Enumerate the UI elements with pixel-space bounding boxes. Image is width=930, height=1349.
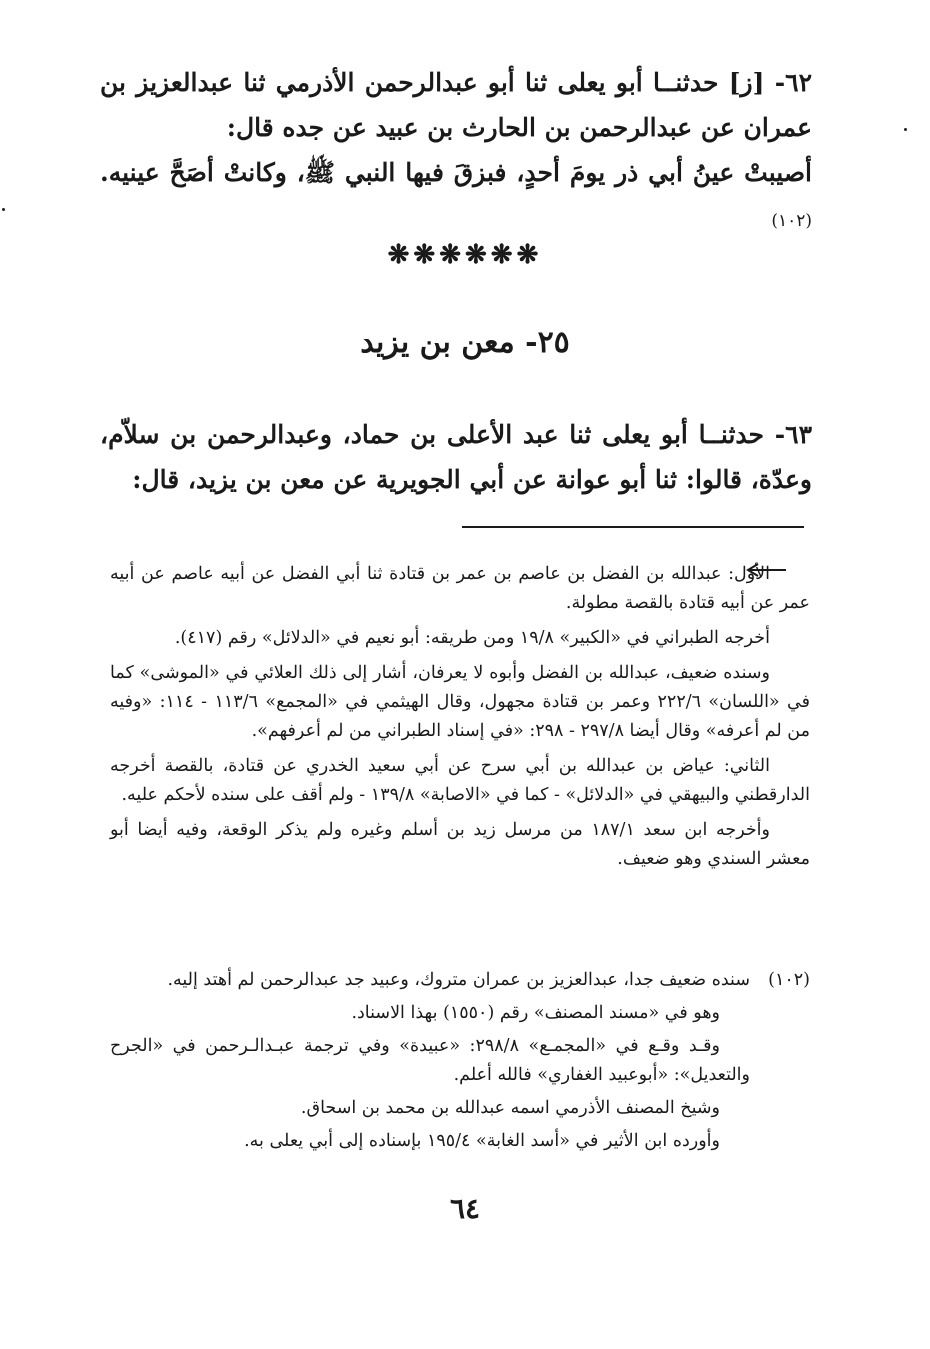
- footnote-paragraph: أخرجه الطبراني في «الكبير» ١٩/٨ ومن طريقه: أبو نعيم في «الدلائل» رقم (٤١٧).: [174, 628, 770, 648]
- hadith-62-quote: أصيبتْ عينُ أبي ذر يومَ أحدٍ، فبزقَ فيها النبي ﷺ، وكانتْ أصَحَّ عينيه.: [100, 158, 812, 187]
- page-number: ٦٤: [449, 1192, 481, 1225]
- footnote-paragraph: وهو في «مسند المصنف» رقم (١٥٥٠) بهذا الاسناد.: [351, 1003, 720, 1023]
- scan-speck: [2, 208, 5, 211]
- footnote-rule: [462, 526, 804, 528]
- footnote-102: [110, 966, 810, 1160]
- chapter-title: ٢٥- معن بن يزيد: [360, 325, 570, 360]
- footnote-paragraph: وشيخ المصنف الأذرمي اسمه عبدالله بن محمد بن اسحاق.: [300, 1098, 720, 1118]
- footnotes-continuation: [110, 560, 810, 880]
- hadith-63: [100, 412, 812, 502]
- footnote-paragraph: وأخرجه ابن سعد ١٨٧/١ من مرسل زيد بن أسلم وغيره ولم يذكر الوقعة، وفيه أيضا أبو معشر السندي وهو ضعيف.: [110, 820, 810, 869]
- footnote-paragraph: الأول: عبدالله بن الفضل بن عاصم بن عمر بن قتادة ثنا أبي الفضل عن أبيه عاصم عن أبيه عمر عن أبيه قتادة بالقصة مطولة.: [110, 564, 810, 613]
- hadith-62-text: [100, 150, 812, 244]
- footnote-paragraph: وسنده ضعيف، عبدالله بن الفضل وأبوه لا يعرفان، أشار إلى ذلك العلائي في «الموشى» كما في «اللسان» ٢٢٢/٦ وعمر بن قتادة مجهول، وقال الهيثمي في «المجمع» ١١٣/٦ - ١١٤: «وفيه من لم أعرفه» وقال أيضا ٢٩٧/٨ - ٢٩٨: «في إسناد الطبراني من لم أعرفهم».: [110, 663, 811, 741]
- footnote-paragraph: وقـد وقـع في «المجمـع» ٢٩٨/٨: «عبيدة» وفي ترجمة عبـدالـرحمن في «الجرح والتعديل»: «أبوعبيد الغفاري» فالله أعلم.: [110, 1036, 750, 1085]
- section-separator: ❋❋❋❋❋❋: [387, 240, 543, 270]
- hadith-62-intro: ٦٢- [ز] حدثنــا أبو يعلى ثنا أبو عبدالرحمن الأذرمي ثنا عبدالعزيز بن عمران عن عبدالرحمن بن الحارث بن عبيد عن جده قال:: [100, 68, 812, 142]
- hadith-62: [100, 60, 812, 244]
- footnote-paragraph: وأورده ابن الأثير في «أسد الغابة» ١٩٥/٤ بإسناده إلى أبي يعلى به.: [244, 1131, 720, 1151]
- footnote-102-body: [110, 966, 750, 1156]
- footnote-paragraph: سنده ضعيف جدا، عبدالعزيز بن عمران متروك، وعبيد جد عبدالرحمن لم أهتد إليه.: [167, 970, 750, 990]
- hadith-63-text: ٦٣- حدثنــا أبو يعلى ثنا عبد الأعلى بن حماد، وعبدالرحمن بن سلاّم، وعدّة، قالوا: ثنا أبو عوانة عن أبي الجويرية عن معن بن يزيد، قال:: [100, 420, 812, 494]
- footnote-paragraph: الثاني: عياض بن عبدالله بن أبي سرح عن أبي سعيد الخدري عن قتادة، بالقصة أخرجه الدارقطني والبيهقي في «الدلائل» - كما في «الاصابة» ١٣٩/٨ - ولم أقف على سنده لأحكم عليه.: [110, 756, 810, 805]
- hadith-62-ref: (١٠٢): [771, 211, 812, 231]
- scan-speck: [904, 128, 907, 131]
- footnote-number: (١٠٢): [768, 970, 810, 990]
